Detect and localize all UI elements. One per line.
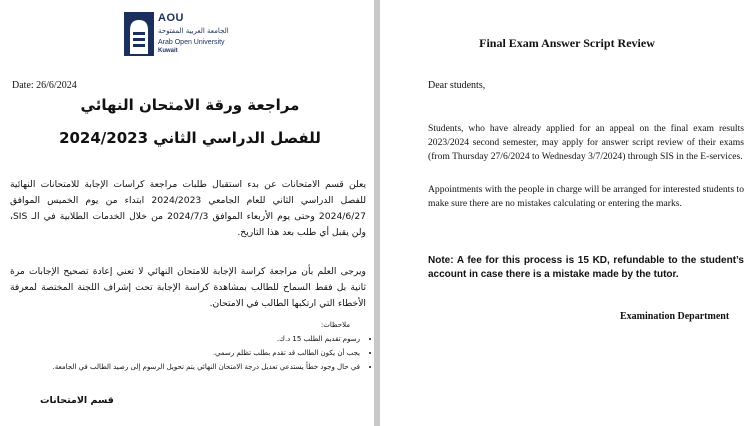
logo-abbreviation: AOU: [158, 12, 184, 24]
arabic-page: [0, 0, 374, 426]
logo-english-name: Arab Open University: [158, 39, 225, 46]
english-department-signature: Examination Department: [620, 311, 730, 322]
english-paragraph-1: Students, who have already applied for an appeal on the final exam results 2023/2024 second semester, may apply for answer script review of their exams (from Thursday 27/6/2024 to Wednesday 3/7/2024) through SIS in the E-services.: [428, 123, 744, 163]
english-fee-note: Note: A fee for this process is 15 KD, refundable to the student’s account in case there is a mistake made by the tutor.: [428, 255, 744, 280]
english-paragraph-2: Appointments with the people in charge will be arranged for interested students to make sure there are no mistakes calculating or entering the marks.: [428, 184, 744, 210]
arabic-title-line2: للفصل الدراسي الثاني 2024/2023: [59, 129, 321, 147]
announcement-date: Date: 26/6/2024: [12, 80, 77, 91]
logo-country: Kuwait: [158, 48, 178, 54]
arabic-paragraph-1: يعلن قسم الامتحانات عن بدء استقبال طلبات مراجعة كراسات الإجابة للامتحانات النهائية للفصل الدراسي الثاني للعام الجامعي 2024/2023 ابتداء من يوم الخميس الموافق 2024/6/27 وحتى يوم الأربعاء الموافق 2024/7/3 من خلال الخدمات الطلابية في الـ SIS، ولن يقبل أي طلب بعد هذا التاريخ.: [10, 179, 367, 238]
list-item: • رسوم تقديم الطلب 15 د.ك.: [10, 334, 360, 345]
english-greeting: Dear students,: [428, 80, 486, 91]
english-title: Final Exam Answer Script Review: [479, 36, 655, 50]
list-item: • في حال وجود خطأ يستدعي تعديل درجة الامتحان النهائي يتم تحويل الرسوم إلى رصيد الطالب في الجامعة.: [10, 362, 360, 373]
university-logo: [124, 12, 244, 58]
logo-arabic-name: الجامعة العربية المفتوحة: [158, 27, 229, 35]
arabic-department-signature: قسم الامتحانات: [40, 395, 114, 406]
aou-logo-mark-icon: [124, 12, 154, 56]
arabic-paragraph-2: ويرجى العلم بأن مراجعة كراسة الإجابة للامتحان النهائي لا تعني إعادة تصحيح الإجابات مرة ثانية بل فقط السماح للطالب بمشاهدة كراسة الإجابة تحت إشراف اللجنة المختصة لمعرفة الأخطاء التي ارتكبها الطالب في الامتحان.: [10, 266, 366, 309]
arabic-title-line1: مراجعة ورقة الامتحان النهائي: [80, 96, 300, 114]
arabic-notes-list: [10, 334, 374, 376]
list-item: • يجب أن يكون الطالب قد تقدم بطلب تظلم رسمي.: [10, 348, 360, 359]
english-page: [380, 0, 754, 426]
arabic-notes-title: ملاحظات:: [320, 321, 350, 329]
